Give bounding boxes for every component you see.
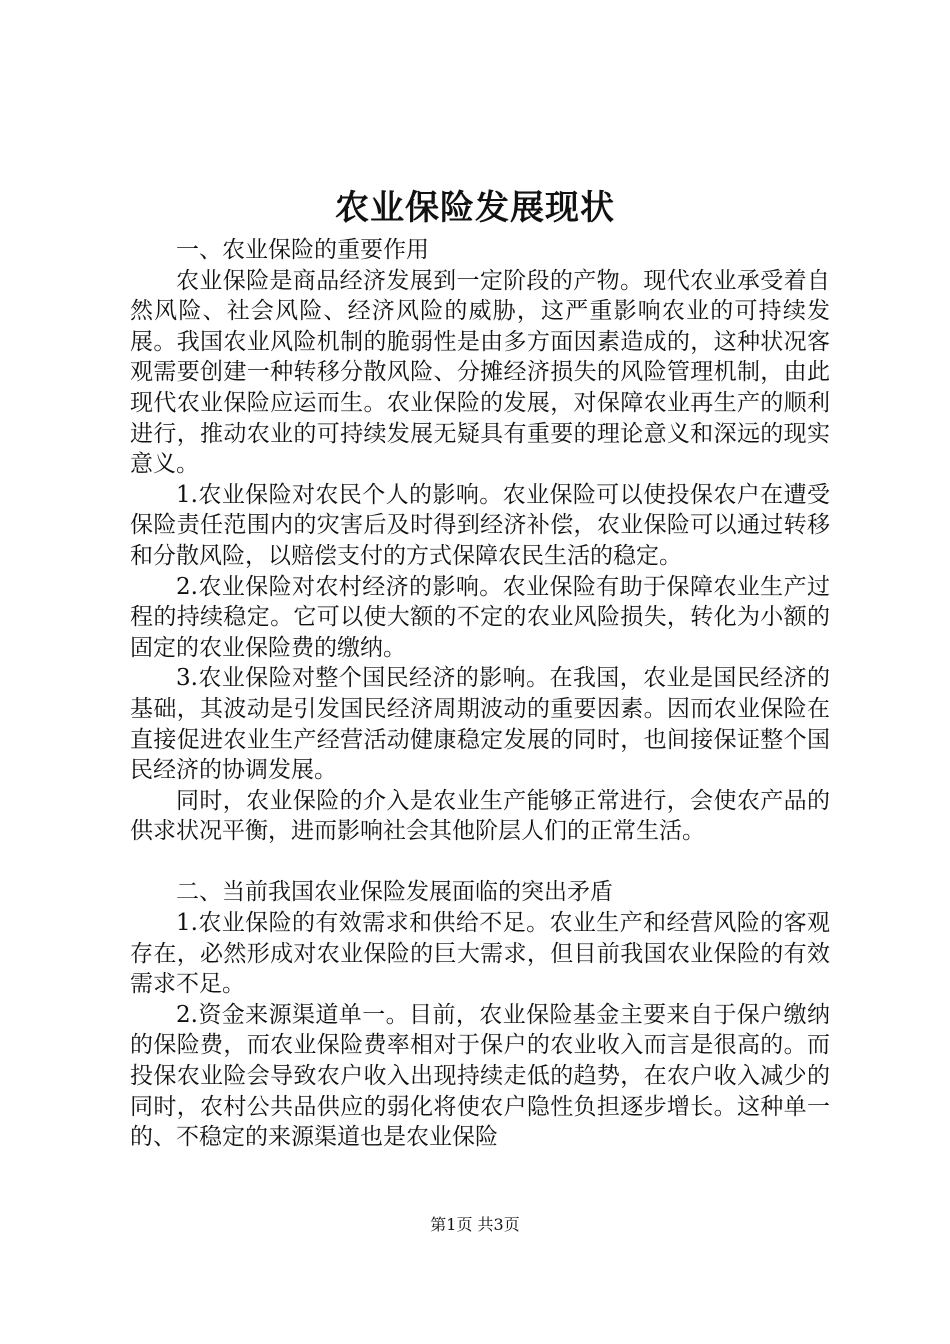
paragraph: 1.农业保险对农民个人的影响。农业保险可以使投保农户在遭受保险责任范围内的灾害后及时得到经济补偿，农业保险可以通过转移和分散风险，以赔偿支付的方式保障农民生活的稳定。 bbox=[130, 481, 830, 569]
paragraph: 1.农业保险的有效需求和供给不足。农业生产和经营风险的客观存在，必然形成对农业保险的巨大需求，但目前我国农业保险的有效需求不足。 bbox=[130, 910, 830, 998]
section-heading: 一、农业保险的重要作用 bbox=[176, 237, 429, 263]
paragraph-spacer bbox=[130, 847, 830, 878]
paragraph: 3.农业保险对整个国民经济的影响。在我国，农业是国民经济的基础，其波动是引发国民经济周期波动的重要因素。因而农业保险在直接促进农业生产经营活动健康稳定发展的同时，也间接保证整个国民经济的协调发展。 bbox=[130, 665, 830, 784]
paragraph: 同时，农业保险的介入是农业生产能够正常进行，会使农产品的供求状况平衡，进而影响社会其他阶层人们的正常生活。 bbox=[130, 787, 830, 845]
paragraph: 2.农业保险对农村经济的影响。农业保险有助于保障农业生产过程的持续稳定。它可以使大额的不定的农业风险损失，转化为小额的固定的农业保险费的缴纳。 bbox=[130, 573, 830, 661]
paragraph: 农业保险是商品经济发展到一定阶段的产物。现代农业承受着自然风险、社会风险、经济风险的威胁，这严重影响农业的可持续发展。我国农业风险机制的脆弱性是由多方面因素造成的，这种状况客观需要创建一种转移分散风险、分摊经济损失的风险管理机制，由此现代农业保险应运而生。农业保险的发展，对保障农业再生产的顺利进行，推动农业的可持续发展无疑具有重要的理论意义和深远的现实意义。 bbox=[130, 267, 830, 478]
document-title: 农业保险发展现状 bbox=[335, 188, 615, 228]
page-number-footer: 第1页 共3页 bbox=[430, 1215, 520, 1234]
section-heading: 二、当前我国农业保险发展面临的突出矛盾 bbox=[176, 879, 613, 906]
paragraph: 2.资金来源渠道单一。目前，农业保险基金主要来自于保户缴纳的保险费，而农业保险费率相对于保户的农业收入而言是很高的。而投保农业险会导致农户收入出现持续走低的趋势，在农户收入减少的同时，农村公共品供应的弱化将使农户隐性负担逐步增长。这种单一的、不稳定的来源渠道也是农业保险 bbox=[130, 1001, 830, 1151]
document-body bbox=[130, 235, 830, 1153]
